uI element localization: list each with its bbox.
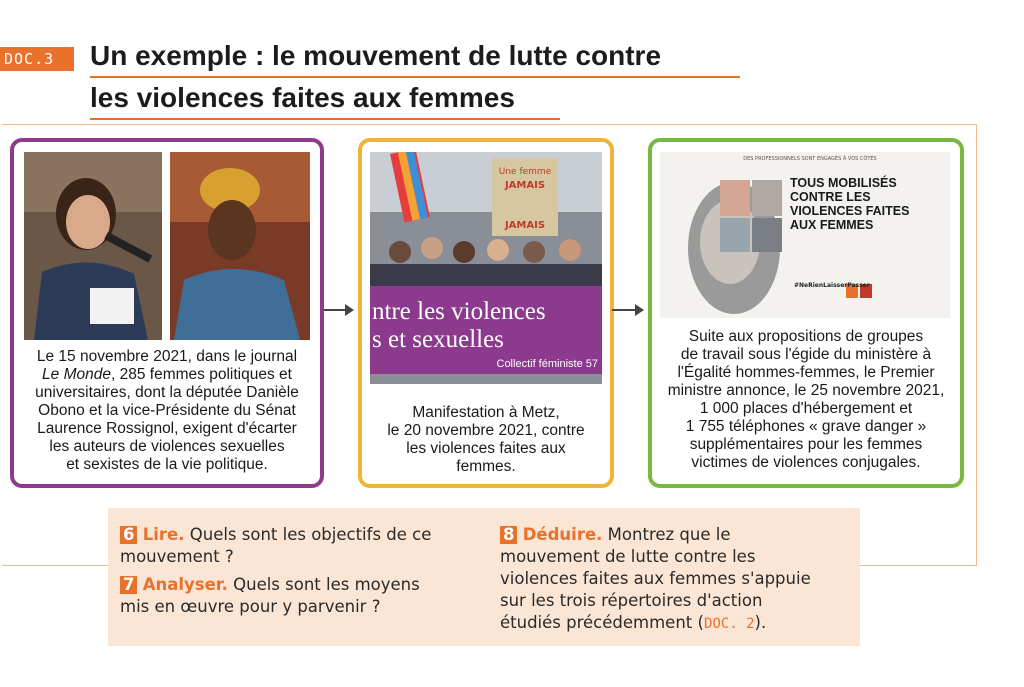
question-7: 7 Analyser. Quels sont les moyens mis en œuvre pour y parvenir ? — [120, 575, 420, 616]
question-number: 8 — [500, 526, 517, 544]
poster-hashtag: #NeRienLaisserPasser — [794, 282, 870, 289]
panel-government — [648, 138, 964, 488]
svg-text:Une femme: Une femme — [498, 167, 552, 177]
poster-top-line: DES PROFESSIONNELS SONT ENGAGÉS À VOS CÔTÉS — [743, 156, 877, 162]
panel-politicians — [10, 138, 324, 488]
caption-panel-1: Le 15 novembre 2021, dans le journal Le Monde, 285 femmes politiques et universitaires, dont la députée Danièle Obono et la vice-Présidente du Sénat Laurence Rossignol, exigent d'écarter les auteurs de violences sexuelles et sexistes de la vie politique. — [35, 348, 299, 473]
photo-daniele-obono — [170, 152, 310, 340]
caption-panel-2: Manifestation à Metz, le 20 novembre 2021, contre les violences faites aux femmes. — [387, 404, 585, 475]
questions-box — [108, 508, 860, 646]
arrow-right-icon — [324, 309, 352, 311]
doc-reference-link[interactable]: DOC. 2 — [703, 616, 755, 632]
title-line-1: Un exemple : le mouvement de lutte contre — [90, 36, 740, 78]
banner-credit: Collectif féministe 57 — [496, 358, 598, 370]
svg-text:JAMAIS: JAMAIS — [504, 220, 546, 231]
poster-heading: TOUS MOBILISÉS CONTRE LES VIOLENCES FAITES AUX FEMMES — [790, 176, 910, 232]
question-number: 6 — [120, 526, 137, 544]
photo-laurence-rossignol — [24, 152, 162, 340]
arrow-right-icon — [612, 309, 642, 311]
question-6: 6 Lire. Quels sont les objectifs de ce mouvement ? — [120, 525, 432, 566]
banner-line-1: ntre les violences — [372, 298, 546, 325]
question-number: 7 — [120, 576, 137, 594]
question-8: 8 Déduire. Montrez que le mouvement de lutte contre les violences faites aux femmes s'appuie sur les trois répertoires d'action étudiés précédemment (DOC. 2). — [500, 525, 811, 632]
panel-demonstration — [358, 138, 614, 488]
page-title — [90, 36, 740, 120]
poster-tous-mobilises — [660, 152, 950, 318]
doc-label: DOC.3 — [0, 47, 74, 71]
banner-line-2: s et sexuelles — [372, 326, 504, 353]
caption-panel-3: Suite aux propositions de groupes de travail sous l'égide du ministère à l'Égalité hommes-femmes, le Premier ministre annonce, le 25 novembre 2021, 1 000 places d'hébergement et 1 755 téléphones « grave danger » supplémentaires pour les femmes victimes de violences conjugales. — [667, 328, 945, 471]
title-line-2: les violences faites aux femmes — [90, 78, 560, 120]
svg-text:JAMAIS: JAMAIS — [504, 180, 546, 191]
